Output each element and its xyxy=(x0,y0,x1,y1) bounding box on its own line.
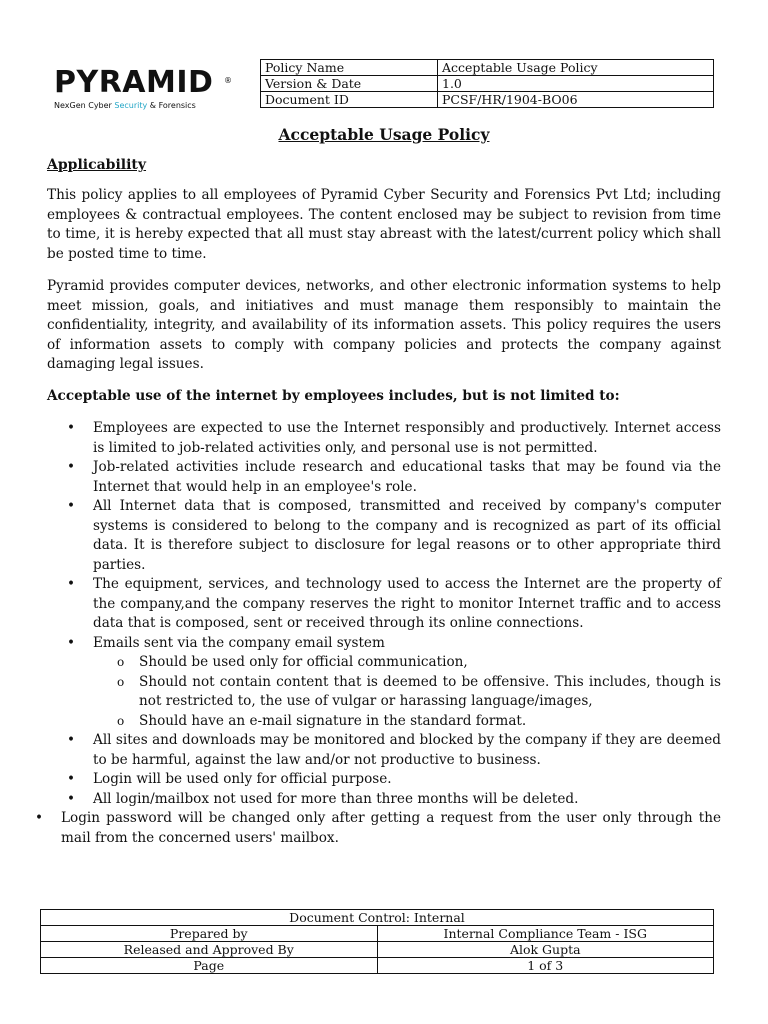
control-label: Prepared by xyxy=(41,926,378,942)
list-item xyxy=(47,634,721,654)
list-item-text: Job-related activities include research and educational tasks that may be found via the Internet that would help in an employee's role. xyxy=(93,459,721,495)
list-item-text: All sites and downloads may be monitored and blocked by the company if they are deemed to be harmful, against the law and/or not productive to business. xyxy=(93,732,721,768)
control-row xyxy=(41,958,714,974)
bullet-icon: • xyxy=(35,810,44,826)
circle-bullet-icon: o xyxy=(117,674,125,689)
bullet-icon: • xyxy=(67,634,76,651)
meta-value: Acceptable Usage Policy xyxy=(438,60,714,76)
sub-list-item-text: Should have an e-mail signature in the standard format. xyxy=(139,712,527,729)
acceptable-use-heading: Acceptable use of the internet by employees includes, but is not limited to: xyxy=(47,388,620,404)
circle-bullet-icon: o xyxy=(117,713,125,728)
meta-key: Policy Name xyxy=(261,60,438,76)
meta-row xyxy=(261,60,714,76)
control-value: Alok Gupta xyxy=(377,942,714,958)
sub-list-item xyxy=(47,712,721,732)
document-control-table xyxy=(40,909,714,974)
list-item-text: Login password will be changed only after getting a request from the user only through the mail from the concerned users' mailbox. xyxy=(61,810,721,846)
meta-row xyxy=(261,92,714,108)
logo-tagline xyxy=(54,101,234,110)
list-item xyxy=(47,731,721,770)
list-item xyxy=(47,497,721,575)
sub-list-item-text: Should not contain content that is deemed to be offensive. This includes, though is not restricted to, the use of vulgar or harassing language/images, xyxy=(139,673,721,709)
list-item xyxy=(47,790,721,810)
list-item xyxy=(47,770,721,790)
bullet-icon: • xyxy=(67,732,76,748)
sub-list-item xyxy=(47,673,721,712)
bullet-icon: • xyxy=(67,790,76,807)
company-logo xyxy=(54,66,234,112)
bullet-icon: • xyxy=(67,498,76,514)
list-item-text: Emails sent via the company email system xyxy=(93,634,385,651)
paragraph: Pyramid provides computer devices, networks, and other electronic information systems to help meet mission, goals, and initiatives and must manage them responsibly to maintain the confidentiality, integrity, and availability of its information assets. This policy requires the users of information assets to comply with company policies and protects the company against damaging legal issues. xyxy=(47,278,721,373)
control-row xyxy=(41,942,714,958)
list-item xyxy=(47,419,721,458)
control-label: Page xyxy=(41,958,378,974)
sub-list-item xyxy=(47,653,721,673)
list-item xyxy=(47,458,721,497)
list-item-text: Employees are expected to use the Internet responsibly and productively. Internet access is limited to job-related activities only, and personal use is not permitted. xyxy=(93,420,721,456)
tagline-post: & Forensics xyxy=(147,101,196,110)
registered-mark: ® xyxy=(224,76,233,85)
tagline-pre: NexGen Cyber xyxy=(54,101,115,110)
meta-row xyxy=(261,76,714,92)
bullet-icon: • xyxy=(67,576,76,592)
meta-value: PCSF/HR/1904-BO06 xyxy=(438,92,714,108)
bullet-icon: • xyxy=(67,771,76,787)
policy-meta-table xyxy=(260,59,714,108)
logo-wordmark xyxy=(54,66,234,100)
meta-key: Document ID xyxy=(261,92,438,108)
meta-value: 1.0 xyxy=(438,76,714,92)
list-item-text: All Internet data that is composed, transmitted and received by company's computer systems is considered to belong to the company and is recognized as part of its official data. It is therefore subject to disclosure for legal reasons or to other appropriate third parties. xyxy=(93,498,721,573)
bullet-icon: • xyxy=(67,420,76,436)
logo-brand-text: PYRAMID xyxy=(54,65,214,100)
paragraph: This policy applies to all employees of Pyramid Cyber Security and Forensics Pvt Ltd; including employees & contractual employees. The content enclosed may be subject to revision from time to time, it is hereby expected that all must stay abreast with the latest/current policy which shall be posted time to time. xyxy=(47,187,721,262)
control-row xyxy=(41,926,714,942)
control-header-row xyxy=(41,910,714,926)
tagline-accent: Security xyxy=(114,101,148,110)
control-header: Document Control: Internal xyxy=(41,910,714,926)
list-item xyxy=(15,809,721,848)
applicability-heading: Applicability xyxy=(47,157,147,173)
control-value: Internal Compliance Team - ISG xyxy=(377,926,714,942)
acceptable-use-list xyxy=(35,419,721,848)
control-label: Released and Approved By xyxy=(41,942,378,958)
meta-key: Version & Date xyxy=(261,76,438,92)
document-title: Acceptable Usage Policy xyxy=(278,125,490,144)
sub-list-item-text: Should be used only for official communication, xyxy=(139,654,468,670)
list-item-text: The equipment, services, and technology used to access the Internet are the property of the company,and the company reserves the right to monitor Internet traffic and to access data that is composed, sent or received through its online connections. xyxy=(93,576,721,631)
list-item xyxy=(47,575,721,634)
circle-bullet-icon: o xyxy=(117,655,125,669)
bullet-icon: • xyxy=(67,459,76,475)
page-number: 1 of 3 xyxy=(377,958,714,974)
list-item-text: Login will be used only for official purpose. xyxy=(93,771,392,787)
list-item-text: All login/mailbox not used for more than three months will be deleted. xyxy=(93,790,579,807)
